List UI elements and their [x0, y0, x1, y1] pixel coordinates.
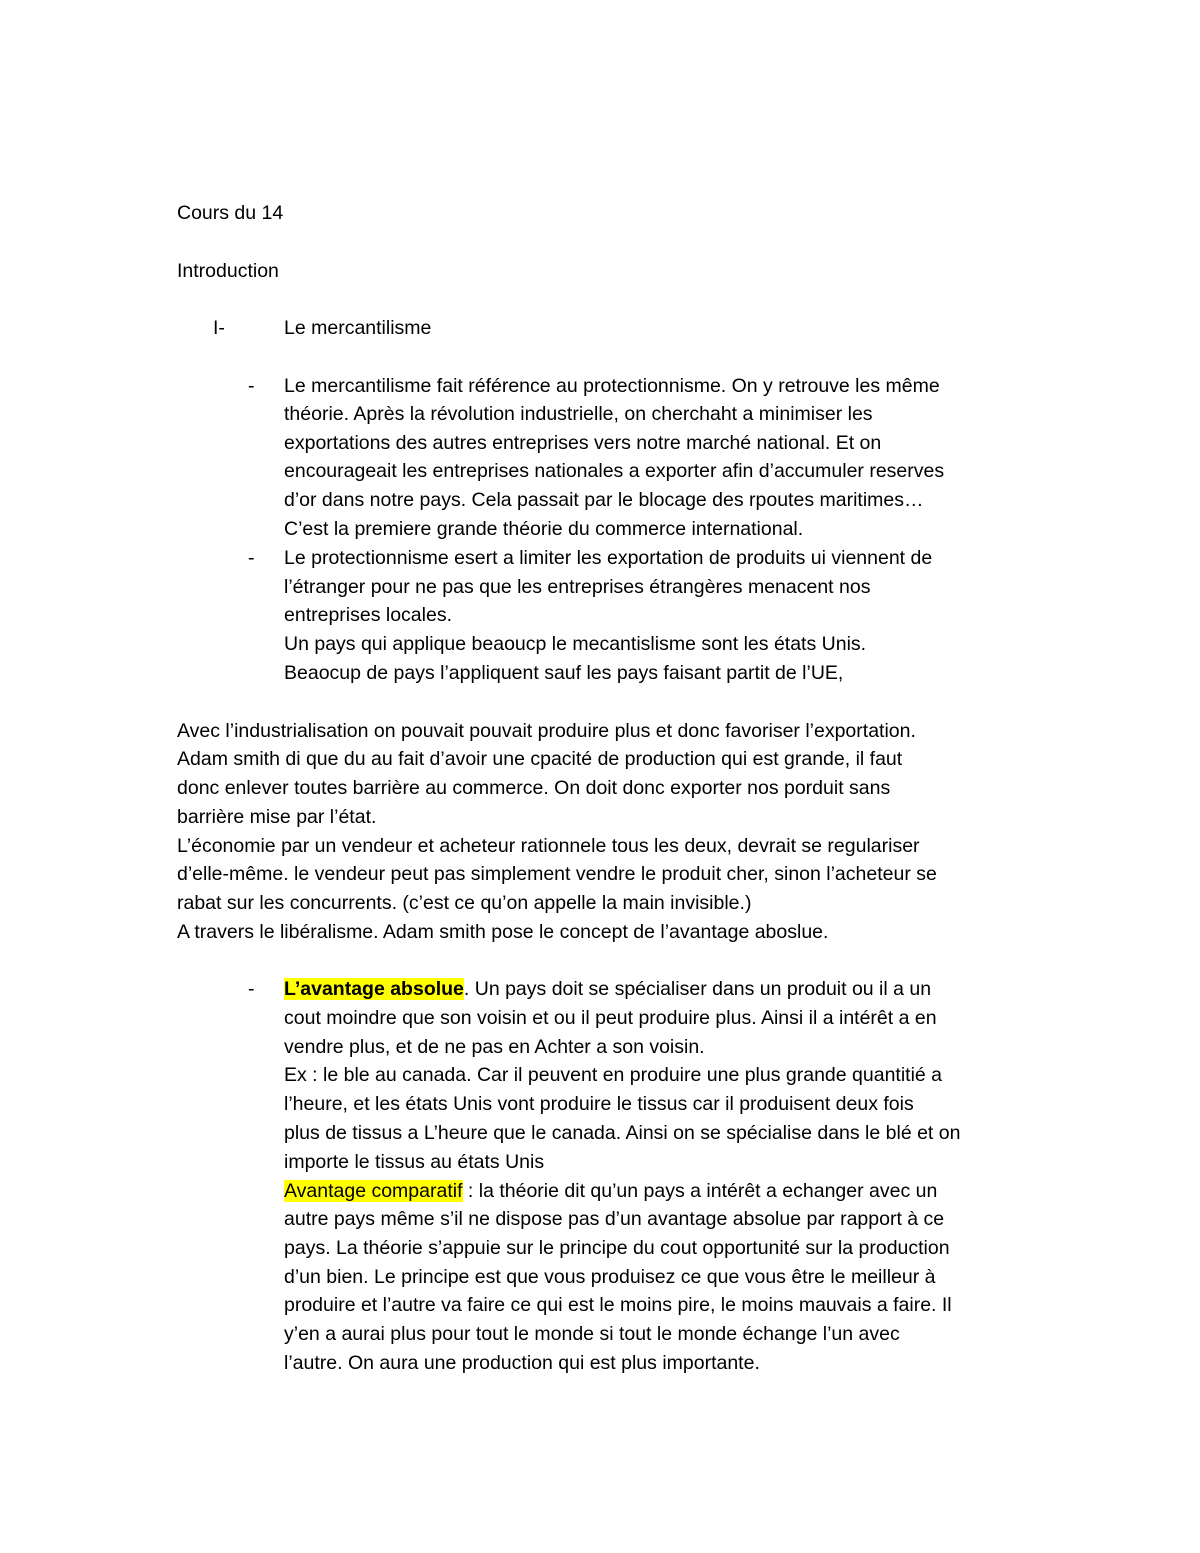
paragraph-line: L’économie par un vendeur et acheteur rationnele tous les deux, devrait se regulariser — [177, 835, 920, 857]
comparative-line: y’en a aurai plus pour tout le monde si tout le monde échange l’un avec — [284, 1323, 900, 1345]
paragraph-line: Avec l’industrialisation on pouvait pouvait produire plus et donc favoriser l’exportation. — [177, 720, 916, 742]
section-title: Le mercantilisme — [284, 317, 432, 339]
absolute-line: cout moindre que son voisin et ou il peut produire plus. Ainsi il a intérêt a en — [284, 1007, 937, 1029]
absolute-line: vendre plus, et de ne pas en Achter a son voisin. — [284, 1036, 705, 1058]
paragraph-line: barrière mise par l’état. — [177, 806, 377, 828]
bullet2-line: Beaocup de pays l’appliquent sauf les pays faisant partit de l’UE, — [284, 662, 844, 684]
comparative-line: produire et l’autre va faire ce qui est le moins pire, le moins mauvais a faire. Il — [284, 1294, 952, 1316]
bullet1-line: exportations des autres entreprises vers notre marché national. Et on — [284, 432, 882, 454]
comparative-line: l’autre. On aura une production qui est plus importante. — [284, 1352, 760, 1374]
bullet1-line: théorie. Après la révolution industrielle, on cherchaht a minimiser les — [284, 403, 873, 425]
bullet2-line: l’étranger pour ne pas que les entreprises étrangères menacent nos — [284, 576, 871, 598]
doc-title: Cours du 14 — [177, 202, 284, 224]
comparative-first-line — [284, 1177, 937, 1206]
comparative-first-rest: : la théorie dit qu’un pays a intérêt a echanger avec un — [462, 1180, 938, 1202]
absolute-term: L’avantage absolue — [284, 978, 464, 1000]
comparative-line: autre pays même s’il ne dispose pas d’un avantage absolue par rapport à ce — [284, 1208, 945, 1230]
bullet2-line: Un pays qui applique beaoucp le mecantislisme sont les états Unis. — [284, 633, 867, 655]
bullet1-line: Le mercantilisme fait référence au protectionnisme. On y retrouve les même — [284, 375, 940, 397]
bullet1-line: C’est la premiere grande théorie du commerce international. — [284, 518, 804, 540]
paragraph-line: donc enlever toutes barrière au commerce. On doit donc exporter nos porduit sans — [177, 777, 891, 799]
intro-heading: Introduction — [177, 260, 279, 282]
paragraph-line: Adam smith di que du au fait d’avoir une cpacité de production qui est grande, il faut — [177, 748, 903, 770]
paragraph-line: A travers le libéralisme. Adam smith pose le concept de l’avantage aboslue. — [177, 921, 829, 943]
comparative-line: d’un bien. Le principe est que vous produisez ce que vous être le meilleur à — [284, 1266, 936, 1288]
bullet-marker: - — [248, 375, 255, 397]
paragraph-line: d’elle-même. le vendeur peut pas simplement vendre le produit cher, sinon l’acheteur se — [177, 863, 937, 885]
absolute-line: importe le tissus au états Unis — [284, 1151, 545, 1173]
bullet-marker: - — [248, 978, 255, 1000]
absolute-line: plus de tissus a L’heure que le canada. Ainsi on se spécialise dans le blé et on — [284, 1122, 961, 1144]
comparative-line: pays. La théorie s’appuie sur le principe du cout opportunité sur la production — [284, 1237, 950, 1259]
absolute-line: l’heure, et les états Unis vont produire le tissus car il produisent deux fois — [284, 1093, 914, 1115]
comparative-term: Avantage comparatif — [284, 1180, 463, 1202]
bullet1-line: d’or dans notre pays. Cela passait par le blocage des rpoutes maritimes… — [284, 489, 924, 511]
absolute-line: Ex : le ble au canada. Car il peuvent en produire une plus grande quantitié a — [284, 1064, 943, 1086]
absolute-first-rest: . Un pays doit se spécialiser dans un produit ou il a un — [463, 978, 932, 1000]
paragraph-line: rabat sur les concurrents. (c’est ce qu’on appelle la main invisible.) — [177, 892, 752, 914]
bullet-marker: - — [248, 547, 255, 569]
bullet1-line: encourageait les entreprises nationales a exporter afin d’accumuler reserves — [284, 460, 945, 482]
section-number: I- — [213, 317, 225, 339]
absolute-first-line — [284, 975, 931, 1004]
bullet2-line: Le protectionnisme esert a limiter les exportation de produits ui viennent de — [284, 547, 933, 569]
bullet2-line: entreprises locales. — [284, 604, 452, 626]
